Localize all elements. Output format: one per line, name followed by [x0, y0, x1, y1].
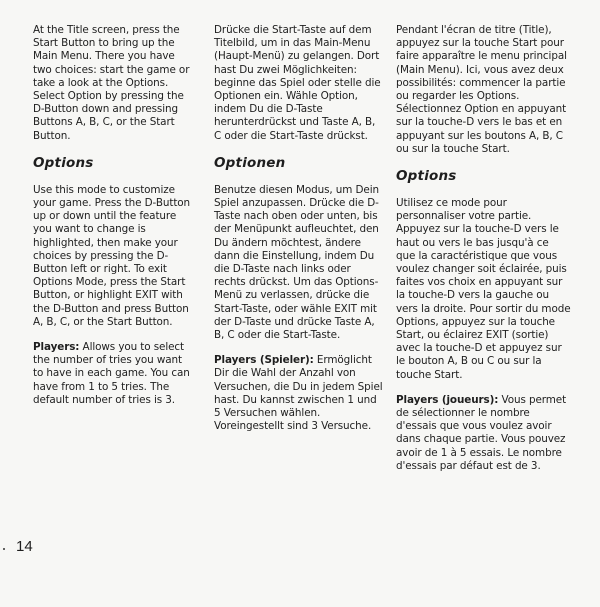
german-options-paragraph: Benutze diesen Modus, um Dein Spiel anzupassen. Drücke die D-Taste nach oben oder unten, bis der Menüpunkt aufleuchtet, den Du ändern möchtest, ändere dann die Einstellung, indem Du die D-Taste nach links oder rechts drückst. Um das Options-Menü zu verlassen, drücke die Start-Taste, oder wähle EXIT mit der D-Taste und drücke Taste A, B, C oder die Start-Taste. — [214, 183, 379, 342]
german-players-text: Ermöglicht Dir die Wahl der Anzahl von Versuchen, die Du in jedem Spiel hast. Du kannst zwischen 1 und 5 Versuchen wählen. Voreingestellt sind 3 Versuche. — [214, 354, 383, 433]
french-options-paragraph: Utilisez ce mode pour personnaliser votre partie. Appuyez sur la touche-D vers le haut ou vers le bas jusqu'à ce que la caractéristique que vous voulez changer soit éclairée, puis faites vos choix en appuyant sur la touche-D vers la gauche ou vers la droite. Pour sortir du mode Options, appuyez sur la touche Start, ou éclairez EXIT (sortie) avec la touche-D et appuyez sur le bouton A, B ou C ou sur la touche Start. — [396, 197, 571, 381]
english-column — [33, 24, 195, 419]
english-intro-paragraph: At the Title screen, press the Start Button to bring up the Main Menu. There you have two choices: start the game or take a look at the Options. Select Option by pressing the D-Button down and pressing Buttons A, B, C, or the Start Button. — [33, 24, 190, 142]
english-options-paragraph: Use this mode to customize your game. Press the D-Button up or down until the feature you want to change is highlighted, then make your choices by pressing the D-Button left or right. To exit Options Mode, press the Start Button, or highlight EXIT with the D-Button and press Button A, B, C, or the Start Button. — [33, 183, 191, 328]
german-options-heading: Optionen — [214, 154, 286, 171]
french-column — [396, 24, 571, 485]
english-players-term: Players: — [33, 341, 80, 354]
page-edge-mark — [3, 548, 5, 550]
german-column — [214, 24, 384, 445]
english-players-paragraph — [33, 341, 195, 407]
french-intro-paragraph: Pendant l'écran de titre (Title), appuyez sur la touche Start pour faire apparaître le menu principal (Main Menu). Ici, vous avez deux possibilités: commencer la partie ou regarder les Options. Sélectionnez Option en appuyant sur la touche-D vers le bas et en appuyant sur les boutons A, B, C ou sur la touche Start. — [396, 24, 567, 155]
english-players-text: Allows you to select the number of tries you want to have in each game. You can have from 1 to 5 tries. The default number of tries is 3. — [33, 341, 190, 406]
french-players-term: Players (joueurs): — [396, 393, 499, 406]
german-players-paragraph — [214, 354, 384, 433]
english-options-heading: Options — [33, 154, 94, 171]
french-players-paragraph — [396, 394, 571, 473]
french-options-heading: Options — [396, 168, 457, 185]
french-players-text: Vous permet de sélectionner le nombre d'essais que vous voulez avoir dans chaque partie. Vous pouvez avoir de 1 à 5 essais. Le nombre d'essais par défaut est de 3. — [396, 393, 567, 472]
page-number: 14 — [16, 538, 33, 555]
german-players-term: Players (Spieler): — [214, 354, 314, 367]
german-intro-paragraph: Drücke die Start-Taste auf dem Titelbild, um in das Main-Menu (Haupt-Menü) zu gelangen. Dort hast Du zwei Möglichkeiten: beginne das Spiel oder stelle die Optionen ein. Wähle Option, indem Du die D-Taste herunterdrückst und Taste A, B, C oder die Start-Taste drückst. — [214, 24, 381, 142]
